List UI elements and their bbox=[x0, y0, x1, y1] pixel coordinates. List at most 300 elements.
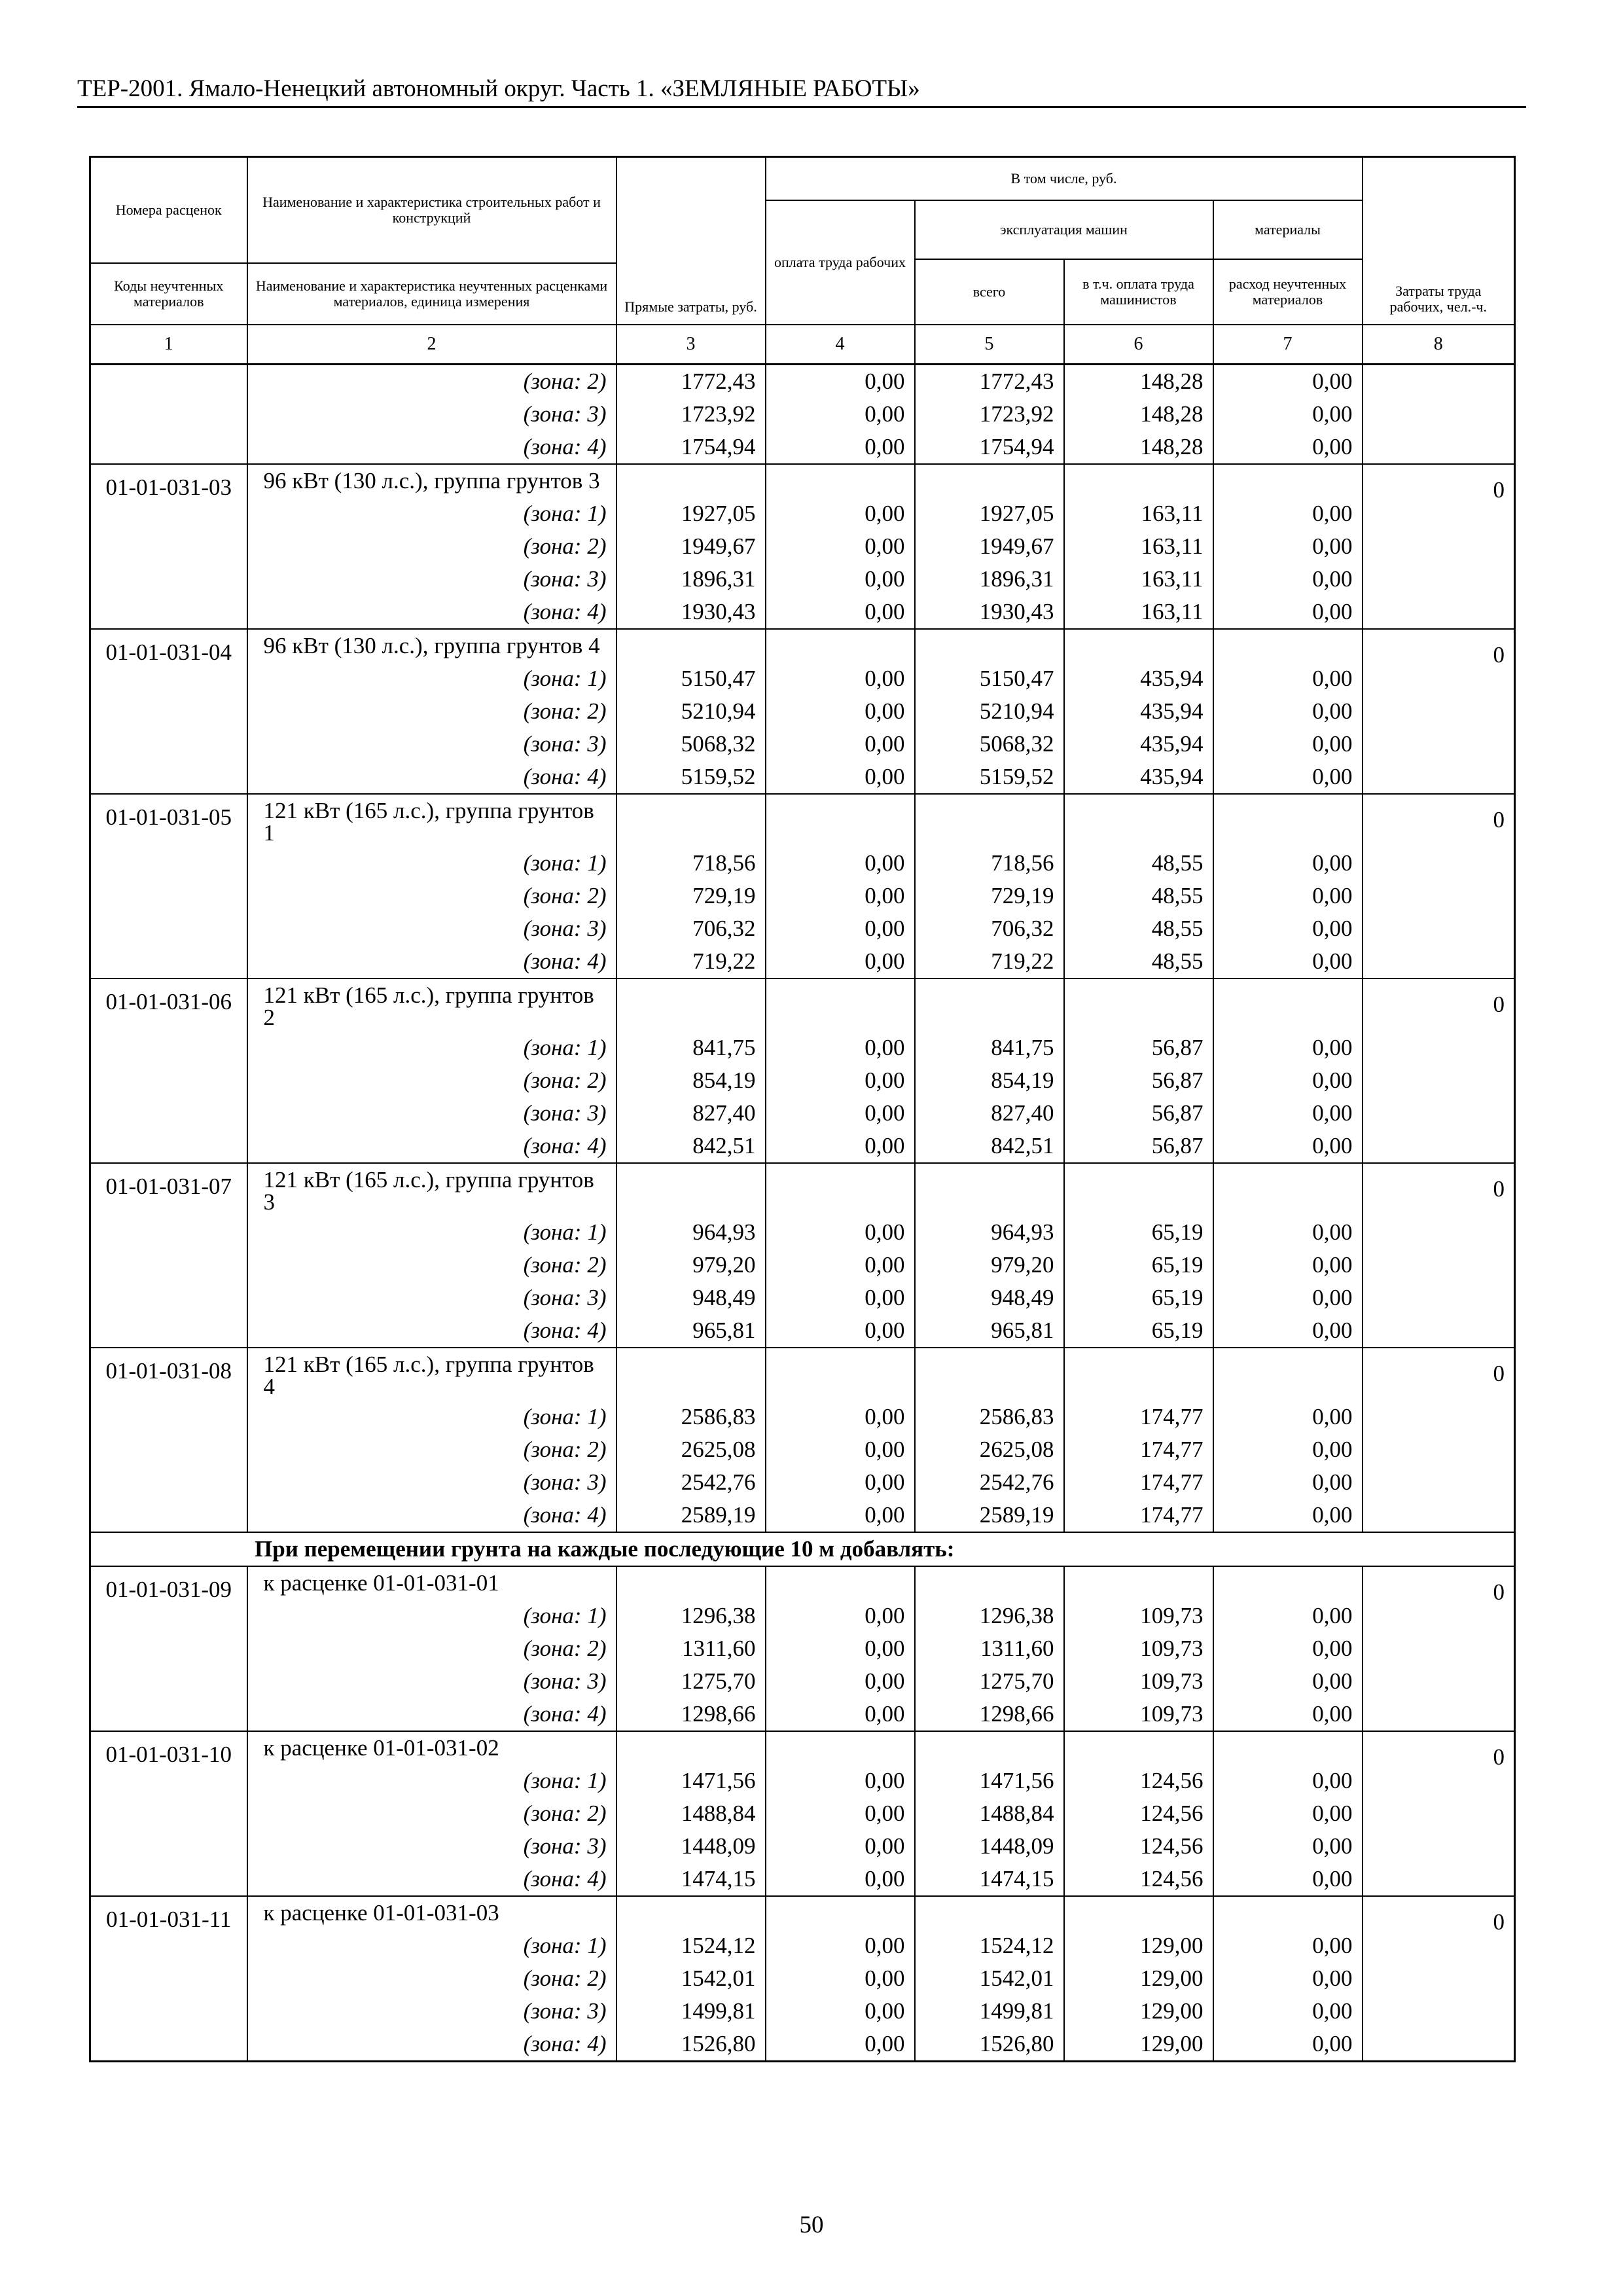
machines-total-cell: 1949,67 bbox=[915, 530, 1064, 563]
zone-row bbox=[90, 1314, 1515, 1348]
empty-cell bbox=[616, 1566, 766, 1600]
machinists-pay-cell: 435,94 bbox=[1064, 695, 1213, 728]
zone-label: (зона: 1) bbox=[247, 1401, 616, 1433]
materials-cell: 0,00 bbox=[1213, 1314, 1363, 1348]
machinists-pay-cell: 435,94 bbox=[1064, 761, 1213, 794]
machines-total-cell: 2625,08 bbox=[915, 1433, 1064, 1466]
machinists-pay-cell: 56,87 bbox=[1064, 1097, 1213, 1130]
zone-label: (зона: 1) bbox=[247, 1031, 616, 1064]
machines-total-cell: 1772,43 bbox=[915, 365, 1064, 399]
empty-cell bbox=[766, 1163, 915, 1216]
machinists-pay-cell: 163,11 bbox=[1064, 497, 1213, 530]
machines-total-cell: 2589,19 bbox=[915, 1499, 1064, 1532]
empty-cell bbox=[766, 1731, 915, 1765]
direct-costs-cell: 1499,81 bbox=[616, 1995, 766, 2028]
zone-row bbox=[90, 497, 1515, 530]
direct-costs-cell: 1275,70 bbox=[616, 1665, 766, 1698]
machinists-pay-cell: 129,00 bbox=[1064, 2028, 1213, 2062]
machinists-pay-cell: 148,28 bbox=[1064, 365, 1213, 399]
machinists-pay-cell: 109,73 bbox=[1064, 1665, 1213, 1698]
machines-total-cell: 2586,83 bbox=[915, 1401, 1064, 1433]
machinists-pay-cell: 124,56 bbox=[1064, 1830, 1213, 1863]
machines-total-cell: 1499,81 bbox=[915, 1995, 1064, 2028]
header-machines: эксплуатация машин bbox=[915, 200, 1213, 259]
zone-label: (зона: 3) bbox=[247, 1466, 616, 1499]
header-labor-hours-label: Затраты труда рабочих, чел.-ч. bbox=[1389, 283, 1487, 315]
empty-cell bbox=[1064, 1731, 1213, 1765]
zone-label: (зона: 1) bbox=[247, 847, 616, 880]
column-number: 2 bbox=[247, 325, 616, 365]
machines-total-cell: 5068,32 bbox=[915, 728, 1064, 761]
machines-total-cell: 1927,05 bbox=[915, 497, 1064, 530]
page-number: 50 bbox=[799, 2212, 824, 2238]
empty-cell bbox=[616, 629, 766, 662]
direct-costs-cell: 965,81 bbox=[616, 1314, 766, 1348]
header-materials-usage: расход неучтенных материалов bbox=[1213, 259, 1363, 325]
direct-costs-cell: 2586,83 bbox=[616, 1401, 766, 1433]
zone-label: (зона: 1) bbox=[247, 1765, 616, 1797]
machines-total-cell: 841,75 bbox=[915, 1031, 1064, 1064]
zone-row bbox=[90, 1765, 1515, 1797]
direct-costs-cell: 5068,32 bbox=[616, 728, 766, 761]
empty-cell bbox=[766, 1348, 915, 1401]
machinists-pay-cell: 174,77 bbox=[1064, 1433, 1213, 1466]
rate-row bbox=[90, 978, 1515, 1031]
empty-cell bbox=[1213, 1566, 1363, 1600]
leading-rows bbox=[90, 365, 1515, 465]
empty-cell bbox=[766, 978, 915, 1031]
labor-pay-cell: 0,00 bbox=[766, 945, 915, 978]
zone-label: (зона: 4) bbox=[247, 1314, 616, 1348]
header-rate-numbers: Номера расценок bbox=[91, 158, 247, 264]
zone-label: (зона: 3) bbox=[247, 563, 616, 596]
materials-cell: 0,00 bbox=[1213, 596, 1363, 629]
zone-label: (зона: 2) bbox=[247, 365, 616, 399]
rate-code: 01-01-031-10 bbox=[90, 1731, 247, 1896]
empty-cell bbox=[1064, 1566, 1213, 1600]
rate-code: 01-01-031-04 bbox=[90, 629, 247, 794]
materials-cell: 0,00 bbox=[1213, 1698, 1363, 1731]
rate-row bbox=[90, 1896, 1515, 1929]
header-column-numbers bbox=[90, 325, 1515, 365]
labor-pay-cell: 0,00 bbox=[766, 2028, 915, 2062]
machinists-pay-cell: 124,56 bbox=[1064, 1765, 1213, 1797]
empty-cell bbox=[915, 464, 1064, 497]
zone-row bbox=[90, 912, 1515, 945]
machinists-pay-cell: 65,19 bbox=[1064, 1249, 1213, 1282]
section-body bbox=[90, 1532, 1515, 1566]
labor-hours-cell bbox=[1363, 365, 1515, 465]
zone-label: (зона: 4) bbox=[247, 2028, 616, 2062]
machinists-pay-cell: 174,77 bbox=[1064, 1499, 1213, 1532]
machinists-pay-cell: 163,11 bbox=[1064, 563, 1213, 596]
rate-row bbox=[90, 1566, 1515, 1600]
labor-hours: 0 bbox=[1363, 978, 1515, 1163]
empty-cell bbox=[1213, 978, 1363, 1031]
zone-row bbox=[90, 1282, 1515, 1314]
empty-cell bbox=[1213, 1163, 1363, 1216]
materials-cell: 0,00 bbox=[1213, 1097, 1363, 1130]
empty-cell bbox=[1064, 464, 1213, 497]
labor-pay-cell: 0,00 bbox=[766, 1797, 915, 1830]
empty-cell bbox=[1064, 1163, 1213, 1216]
rate-code: 01-01-031-03 bbox=[90, 464, 247, 629]
machinists-pay-cell: 56,87 bbox=[1064, 1130, 1213, 1163]
materials-cell: 0,00 bbox=[1213, 1797, 1363, 1830]
rate-row bbox=[90, 794, 1515, 847]
zone-label: (зона: 1) bbox=[247, 1216, 616, 1249]
machines-total-cell: 1930,43 bbox=[915, 596, 1064, 629]
machinists-pay-cell: 65,19 bbox=[1064, 1314, 1213, 1348]
rate-code: 01-01-031-05 bbox=[90, 794, 247, 978]
labor-pay-cell: 0,00 bbox=[766, 530, 915, 563]
materials-cell: 0,00 bbox=[1213, 1064, 1363, 1097]
labor-pay-cell: 0,00 bbox=[766, 728, 915, 761]
empty-cell bbox=[616, 1731, 766, 1765]
machines-total-cell: 1896,31 bbox=[915, 563, 1064, 596]
zone-row bbox=[90, 847, 1515, 880]
materials-cell: 0,00 bbox=[1213, 1929, 1363, 1962]
materials-cell: 0,00 bbox=[1213, 662, 1363, 695]
machines-total-cell: 827,40 bbox=[915, 1097, 1064, 1130]
materials-cell: 0,00 bbox=[1213, 695, 1363, 728]
zone-label: (зона: 4) bbox=[247, 945, 616, 978]
rate-code: 01-01-031-07 bbox=[90, 1163, 247, 1348]
zone-row bbox=[90, 1216, 1515, 1249]
materials-cell: 0,00 bbox=[1213, 1130, 1363, 1163]
labor-pay-cell: 0,00 bbox=[766, 398, 915, 431]
machines-total-cell: 1298,66 bbox=[915, 1698, 1064, 1731]
labor-pay-cell: 0,00 bbox=[766, 695, 915, 728]
rate-row bbox=[90, 1348, 1515, 1401]
empty-cell bbox=[616, 794, 766, 847]
machines-total-cell: 948,49 bbox=[915, 1282, 1064, 1314]
empty-cell bbox=[1064, 1896, 1213, 1929]
zone-row bbox=[90, 2028, 1515, 2062]
empty-cell bbox=[766, 794, 915, 847]
materials-cell: 0,00 bbox=[1213, 1830, 1363, 1863]
header-work-name: Наименование и характеристика строительных работ и конструкций bbox=[248, 158, 616, 264]
materials-cell: 0,00 bbox=[1213, 880, 1363, 912]
zone-label: (зона: 4) bbox=[247, 431, 616, 464]
materials-cell: 0,00 bbox=[1213, 1031, 1363, 1064]
zone-label: (зона: 3) bbox=[247, 1995, 616, 2028]
labor-hours: 0 bbox=[1363, 1566, 1515, 1731]
labor-pay-cell: 0,00 bbox=[766, 431, 915, 464]
rate-description: 121 кВт (165 л.с.), группа грунтов 1 bbox=[247, 794, 616, 847]
materials-cell: 0,00 bbox=[1213, 1863, 1363, 1896]
column-number: 5 bbox=[915, 325, 1064, 365]
rates-table bbox=[89, 156, 1516, 2062]
direct-costs-cell: 1526,80 bbox=[616, 2028, 766, 2062]
rate-row bbox=[90, 1163, 1515, 1216]
machines-total-cell: 1296,38 bbox=[915, 1600, 1064, 1632]
zone-row bbox=[90, 945, 1515, 978]
materials-cell: 0,00 bbox=[1213, 530, 1363, 563]
labor-pay-cell: 0,00 bbox=[766, 1249, 915, 1282]
direct-costs-cell: 1298,66 bbox=[616, 1698, 766, 1731]
zone-row bbox=[90, 1698, 1515, 1731]
empty-cell bbox=[915, 1163, 1064, 1216]
labor-pay-cell: 0,00 bbox=[766, 761, 915, 794]
rate-row bbox=[90, 1731, 1515, 1765]
empty-cell bbox=[1064, 794, 1213, 847]
machinists-pay-cell: 174,77 bbox=[1064, 1401, 1213, 1433]
header-material-codes: Коды неучтенных материалов bbox=[114, 278, 224, 310]
labor-pay-cell: 0,00 bbox=[766, 563, 915, 596]
labor-pay-cell: 0,00 bbox=[766, 1830, 915, 1863]
direct-costs-cell: 1471,56 bbox=[616, 1765, 766, 1797]
zone-row bbox=[90, 1797, 1515, 1830]
zone-row bbox=[90, 1249, 1515, 1282]
labor-pay-cell: 0,00 bbox=[766, 1665, 915, 1698]
machines-total-cell: 1488,84 bbox=[915, 1797, 1064, 1830]
labor-pay-cell: 0,00 bbox=[766, 497, 915, 530]
rate-description: 96 кВт (130 л.с.), группа грунтов 4 bbox=[247, 629, 616, 662]
materials-cell: 0,00 bbox=[1213, 2028, 1363, 2062]
labor-pay-cell: 0,00 bbox=[766, 662, 915, 695]
rate-code: 01-01-031-08 bbox=[90, 1348, 247, 1532]
machinists-pay-cell: 129,00 bbox=[1064, 1995, 1213, 2028]
machines-total-cell: 979,20 bbox=[915, 1249, 1064, 1282]
zone-row bbox=[90, 1995, 1515, 2028]
direct-costs-cell: 2542,76 bbox=[616, 1466, 766, 1499]
rate-groups-a bbox=[90, 464, 1515, 1532]
zone-row bbox=[90, 1632, 1515, 1665]
zone-row bbox=[90, 596, 1515, 629]
labor-hours: 0 bbox=[1363, 1348, 1515, 1532]
direct-costs-cell: 979,20 bbox=[616, 1249, 766, 1282]
machinists-pay-cell: 56,87 bbox=[1064, 1031, 1213, 1064]
empty-cell bbox=[766, 1566, 915, 1600]
zone-row bbox=[90, 1130, 1515, 1163]
materials-cell: 0,00 bbox=[1213, 1995, 1363, 2028]
empty-cell bbox=[1213, 464, 1363, 497]
direct-costs-cell: 841,75 bbox=[616, 1031, 766, 1064]
machines-total-cell: 5150,47 bbox=[915, 662, 1064, 695]
machinists-pay-cell: 65,19 bbox=[1064, 1282, 1213, 1314]
machinists-pay-cell: 48,55 bbox=[1064, 847, 1213, 880]
rate-groups-b bbox=[90, 1566, 1515, 2062]
machinists-pay-cell: 163,11 bbox=[1064, 596, 1213, 629]
materials-cell: 0,00 bbox=[1213, 1765, 1363, 1797]
materials-cell: 0,00 bbox=[1213, 497, 1363, 530]
header-col1 bbox=[90, 157, 247, 325]
rate-code: 01-01-031-09 bbox=[90, 1566, 247, 1731]
section-title: При перемещении грунта на каждые последующие 10 м добавлять: bbox=[90, 1532, 1515, 1566]
labor-pay-cell: 0,00 bbox=[766, 1632, 915, 1665]
direct-costs-cell: 964,93 bbox=[616, 1216, 766, 1249]
materials-cell: 0,00 bbox=[1213, 1466, 1363, 1499]
materials-cell: 0,00 bbox=[1213, 1216, 1363, 1249]
empty-cell bbox=[616, 1163, 766, 1216]
machinists-pay-cell: 48,55 bbox=[1064, 945, 1213, 978]
rate-description: 121 кВт (165 л.с.), группа грунтов 4 bbox=[247, 1348, 616, 1401]
zone-row bbox=[90, 1929, 1515, 1962]
column-number: 8 bbox=[1363, 325, 1515, 365]
direct-costs-cell: 1524,12 bbox=[616, 1929, 766, 1962]
zone-label: (зона: 4) bbox=[247, 1863, 616, 1896]
section-row bbox=[90, 1532, 1515, 1566]
empty-cell bbox=[1064, 629, 1213, 662]
machines-total-cell: 965,81 bbox=[915, 1314, 1064, 1348]
zone-label: (зона: 2) bbox=[247, 695, 616, 728]
empty-cell bbox=[915, 794, 1064, 847]
machinists-pay-cell: 174,77 bbox=[1064, 1466, 1213, 1499]
zone-row bbox=[90, 695, 1515, 728]
labor-pay-cell: 0,00 bbox=[766, 596, 915, 629]
direct-costs-cell: 1448,09 bbox=[616, 1830, 766, 1863]
machines-total-cell: 854,19 bbox=[915, 1064, 1064, 1097]
zone-label: (зона: 1) bbox=[247, 497, 616, 530]
zone-label: (зона: 3) bbox=[247, 398, 616, 431]
labor-pay-cell: 0,00 bbox=[766, 1765, 915, 1797]
labor-pay-cell: 0,00 bbox=[766, 912, 915, 945]
labor-pay-cell: 0,00 bbox=[766, 1031, 915, 1064]
empty-cell bbox=[915, 629, 1064, 662]
materials-cell: 0,00 bbox=[1213, 1499, 1363, 1532]
machines-total-cell: 1723,92 bbox=[915, 398, 1064, 431]
labor-pay-cell: 0,00 bbox=[766, 1314, 915, 1348]
zone-row bbox=[90, 563, 1515, 596]
labor-pay-cell: 0,00 bbox=[766, 1499, 915, 1532]
machinists-pay-cell: 129,00 bbox=[1064, 1929, 1213, 1962]
direct-costs-cell: 827,40 bbox=[616, 1097, 766, 1130]
machinists-pay-cell: 148,28 bbox=[1064, 431, 1213, 464]
zone-label: (зона: 1) bbox=[247, 1929, 616, 1962]
machines-total-cell: 1275,70 bbox=[915, 1665, 1064, 1698]
rate-description: к расценке 01-01-031-02 bbox=[247, 1731, 616, 1765]
empty-cell bbox=[915, 1348, 1064, 1401]
machines-total-cell: 5159,52 bbox=[915, 761, 1064, 794]
labor-hours: 0 bbox=[1363, 1163, 1515, 1348]
materials-cell: 0,00 bbox=[1213, 1600, 1363, 1632]
rate-description: к расценке 01-01-031-03 bbox=[247, 1896, 616, 1929]
labor-pay-cell: 0,00 bbox=[766, 847, 915, 880]
direct-costs-cell: 1896,31 bbox=[616, 563, 766, 596]
zone-label: (зона: 1) bbox=[247, 662, 616, 695]
empty-cell bbox=[1064, 1348, 1213, 1401]
zone-label: (зона: 3) bbox=[247, 1282, 616, 1314]
rate-description: 96 кВт (130 л.с.), группа грунтов 3 bbox=[247, 464, 616, 497]
machinists-pay-cell: 48,55 bbox=[1064, 880, 1213, 912]
zone-label: (зона: 2) bbox=[247, 1962, 616, 1995]
direct-costs-cell: 1488,84 bbox=[616, 1797, 766, 1830]
empty-cell bbox=[1213, 629, 1363, 662]
labor-pay-cell: 0,00 bbox=[766, 1698, 915, 1731]
zone-label: (зона: 4) bbox=[247, 596, 616, 629]
running-head: ТЕР-2001. Ямало-Ненецкий автономный округ. Часть 1. «ЗЕМЛЯНЫЕ РАБОТЫ» bbox=[77, 75, 920, 102]
direct-costs-cell: 5210,94 bbox=[616, 695, 766, 728]
empty-cell bbox=[616, 464, 766, 497]
machines-total-cell: 1448,09 bbox=[915, 1830, 1064, 1863]
direct-costs-cell: 948,49 bbox=[616, 1282, 766, 1314]
zone-label: (зона: 4) bbox=[247, 761, 616, 794]
machines-total-cell: 1754,94 bbox=[915, 431, 1064, 464]
direct-costs-cell: 729,19 bbox=[616, 880, 766, 912]
rate-row bbox=[90, 629, 1515, 662]
rate-code: 01-01-031-11 bbox=[90, 1896, 247, 2062]
labor-pay-cell: 0,00 bbox=[766, 1282, 915, 1314]
labor-pay-cell: 0,00 bbox=[766, 1401, 915, 1433]
materials-cell: 0,00 bbox=[1213, 847, 1363, 880]
labor-pay-cell: 0,00 bbox=[766, 1064, 915, 1097]
labor-hours: 0 bbox=[1363, 464, 1515, 629]
header-materials: материалы bbox=[1213, 200, 1363, 259]
zone-row bbox=[90, 398, 1515, 431]
machines-total-cell: 1471,56 bbox=[915, 1765, 1064, 1797]
direct-costs-cell: 1949,67 bbox=[616, 530, 766, 563]
machines-total-cell: 718,56 bbox=[915, 847, 1064, 880]
materials-cell: 0,00 bbox=[1213, 1433, 1363, 1466]
empty-cell bbox=[1064, 978, 1213, 1031]
empty-cell bbox=[915, 1896, 1064, 1929]
labor-pay-cell: 0,00 bbox=[766, 1466, 915, 1499]
rate-description: 121 кВт (165 л.с.), группа грунтов 3 bbox=[247, 1163, 616, 1216]
machinists-pay-cell: 109,73 bbox=[1064, 1698, 1213, 1731]
table-header bbox=[90, 157, 1515, 365]
direct-costs-cell: 718,56 bbox=[616, 847, 766, 880]
zone-row bbox=[90, 761, 1515, 794]
header-rule bbox=[77, 106, 1526, 108]
machinists-pay-cell: 163,11 bbox=[1064, 530, 1213, 563]
machinists-pay-cell: 56,87 bbox=[1064, 1064, 1213, 1097]
machines-total-cell: 1474,15 bbox=[915, 1863, 1064, 1896]
direct-costs-cell: 719,22 bbox=[616, 945, 766, 978]
labor-pay-cell: 0,00 bbox=[766, 1433, 915, 1466]
materials-cell: 0,00 bbox=[1213, 945, 1363, 978]
empty-cell bbox=[915, 1566, 1064, 1600]
zone-row bbox=[90, 728, 1515, 761]
empty-cell bbox=[766, 629, 915, 662]
zone-row bbox=[90, 1466, 1515, 1499]
machines-total-cell: 842,51 bbox=[915, 1130, 1064, 1163]
zone-label: (зона: 4) bbox=[247, 1130, 616, 1163]
empty-cell bbox=[1213, 1896, 1363, 1929]
labor-pay-cell: 0,00 bbox=[766, 365, 915, 399]
direct-costs-cell: 706,32 bbox=[616, 912, 766, 945]
zone-label: (зона: 2) bbox=[247, 1064, 616, 1097]
machines-total-cell: 1524,12 bbox=[915, 1929, 1064, 1962]
header-col2 bbox=[247, 157, 616, 325]
direct-costs-cell: 5150,47 bbox=[616, 662, 766, 695]
machinists-pay-cell: 435,94 bbox=[1064, 728, 1213, 761]
labor-pay-cell: 0,00 bbox=[766, 1600, 915, 1632]
column-number: 6 bbox=[1064, 325, 1213, 365]
header-material-name: Наименование и характеристика неучтенных расценками материалов, единица измерения bbox=[255, 278, 608, 310]
zone-label: (зона: 3) bbox=[247, 1830, 616, 1863]
header-machinists-pay: в т.ч. оплата труда машинистов bbox=[1064, 259, 1213, 325]
labor-hours: 0 bbox=[1363, 629, 1515, 794]
empty-cell bbox=[766, 1896, 915, 1929]
direct-costs-cell: 2589,19 bbox=[616, 1499, 766, 1532]
header-direct-costs-label: Прямые затраты, руб. bbox=[624, 298, 757, 315]
empty-cell bbox=[915, 1731, 1064, 1765]
empty-cell bbox=[1213, 1348, 1363, 1401]
direct-costs-cell: 1772,43 bbox=[616, 365, 766, 399]
empty-cell bbox=[616, 978, 766, 1031]
zone-label: (зона: 2) bbox=[247, 530, 616, 563]
materials-cell: 0,00 bbox=[1213, 1962, 1363, 1995]
direct-costs-cell: 1723,92 bbox=[616, 398, 766, 431]
direct-costs-cell: 1542,01 bbox=[616, 1962, 766, 1995]
empty-cell bbox=[1213, 1731, 1363, 1765]
empty-cell bbox=[766, 464, 915, 497]
labor-pay-cell: 0,00 bbox=[766, 1929, 915, 1962]
machines-total-cell: 1311,60 bbox=[915, 1632, 1064, 1665]
zone-row bbox=[90, 880, 1515, 912]
materials-cell: 0,00 bbox=[1213, 1401, 1363, 1433]
